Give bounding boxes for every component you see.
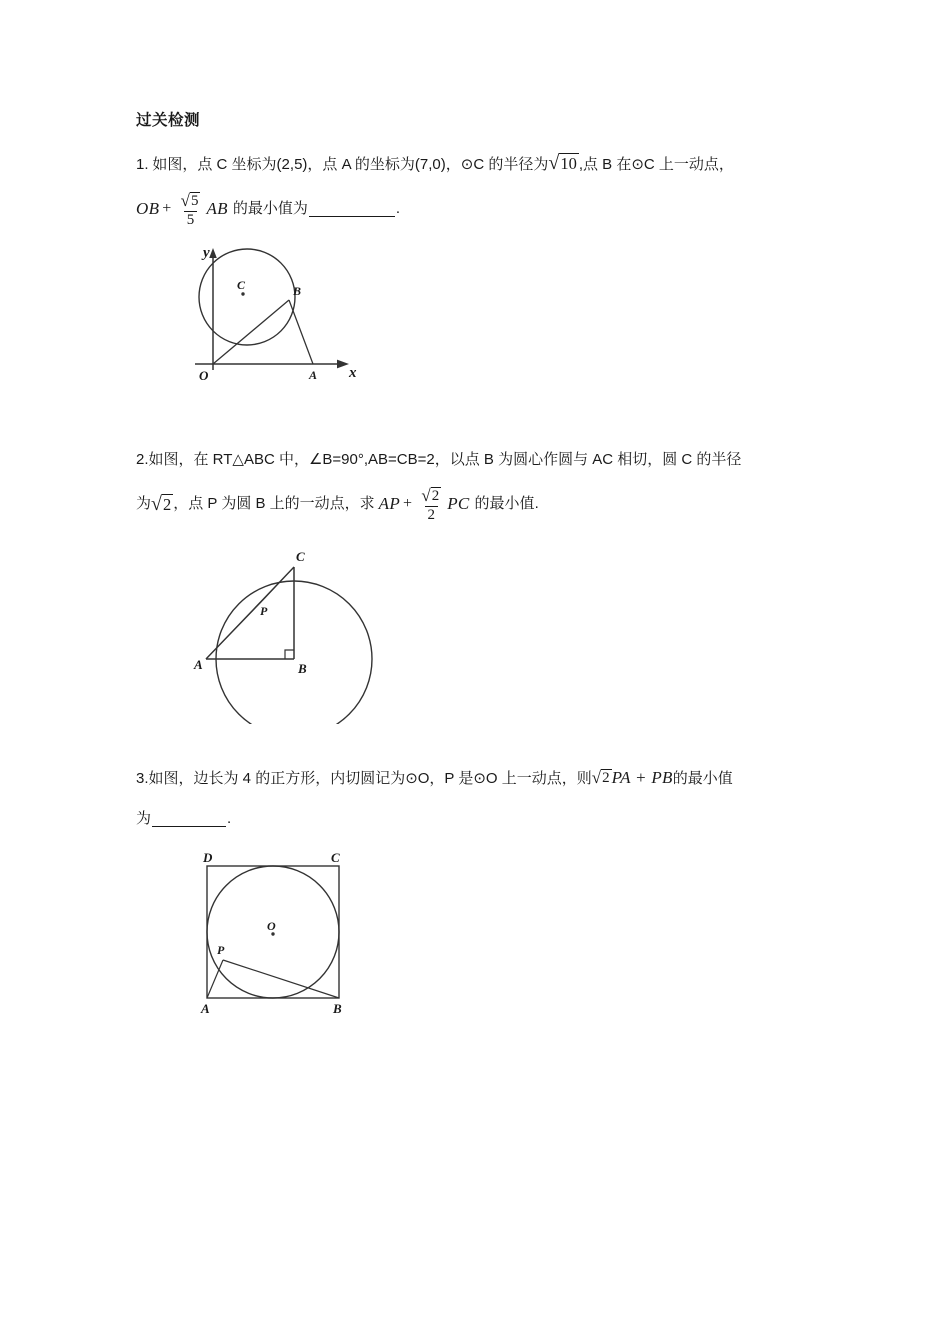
segment-pc	[262, 567, 294, 601]
problem-3-text-b: 的最小值	[672, 769, 733, 787]
segment-ab	[289, 300, 313, 364]
figure-2	[186, 539, 836, 724]
fig3-point-b-label: B	[333, 1000, 342, 1016]
fig3-point-c-label: C	[331, 849, 340, 865]
expr2-plus: +	[403, 495, 413, 513]
segment-pa	[207, 960, 223, 998]
x-axis-arrow	[337, 359, 349, 368]
problem-1-expression	[136, 191, 836, 228]
problem-3-answer-line	[136, 805, 836, 834]
sqrt-2-radius	[151, 494, 173, 514]
center-point-c	[241, 292, 244, 295]
radical-sign-icon: √	[591, 767, 602, 787]
problem-3-statement	[136, 764, 836, 792]
radical-sign-icon: √	[180, 191, 190, 211]
problem-2-number: 2.	[136, 450, 149, 468]
fig3-point-p-label: P	[217, 942, 225, 957]
problem-2-text: 如图，在 RT△ABC 中，∠B=90°,AB=CB=2，以点 B 为圆心作圆与 AC 相切，圆 C 的半径	[148, 450, 742, 468]
problem-2-tail: 的最小值	[474, 495, 535, 513]
problem-2	[136, 447, 836, 724]
coordinate-circle-diagram	[191, 242, 361, 387]
sqrt-10	[548, 153, 578, 173]
problem-3-text-a: 如图，边长为 4 的正方形，内切圆记为⊙O，P 是⊙O 上一动点，则	[148, 769, 592, 787]
expr1-denominator: 5	[184, 211, 198, 229]
problem-1-text-a: 如图，点 C 坐标为(2,5)，点 A 的坐标为(7,0)，⊙C 的半径为	[152, 156, 549, 173]
answer-blank-3[interactable]	[152, 812, 226, 827]
fig1-x-label: x	[349, 364, 357, 381]
right-triangle-circle-diagram	[186, 539, 396, 724]
expr2-term2: PC	[447, 494, 470, 514]
fig2-point-b-label: B	[298, 660, 307, 676]
problem-1-tail: 的最小值为	[232, 200, 308, 218]
expr2-fraction	[418, 487, 444, 524]
right-angle-mark	[285, 650, 294, 659]
fig2-point-a-label: A	[194, 656, 203, 672]
problem-1-number: 1.	[136, 156, 149, 173]
expr1-term1: OB	[136, 199, 160, 219]
expr1-fraction	[178, 192, 204, 229]
expr2-term1: AP	[378, 494, 401, 514]
problem-3	[136, 764, 836, 1018]
expr3-inline: PA + PB	[611, 767, 673, 787]
figure-1	[191, 242, 836, 387]
problem-1-statement	[136, 152, 836, 177]
fig3-center-label: O	[267, 918, 276, 933]
problem-1-text-b: ,点 B 在⊙C 上一动点，	[578, 156, 734, 173]
problem-1	[136, 152, 836, 387]
expr2-numerator	[418, 487, 444, 506]
radicand-10: 10	[560, 154, 577, 173]
fig1-center-label: C	[237, 277, 246, 292]
problem-1-period: .	[395, 200, 400, 218]
radicand-5: 5	[190, 193, 199, 210]
problem-3-period: .	[227, 810, 232, 828]
answer-blank-1[interactable]	[309, 202, 395, 217]
expr1-numerator	[178, 192, 204, 211]
expr2-denominator: 2	[425, 506, 439, 524]
expr1-term2: AB	[206, 199, 228, 219]
fig2-point-c-label: C	[296, 548, 305, 564]
problem-2-line2-prefix: 为	[136, 495, 152, 513]
radicand-2-p3: 2	[602, 769, 610, 786]
radicand-2-frac: 2	[431, 488, 440, 505]
sqrt-2-p3	[592, 769, 612, 787]
fig3-point-a-label: A	[201, 1000, 210, 1016]
segment-ob	[213, 300, 289, 364]
fig1-point-b-label: B	[293, 283, 302, 298]
fig1-point-a-label: A	[309, 367, 318, 382]
document-content	[136, 108, 836, 1018]
sqrt-2-frac	[421, 487, 441, 505]
square-incircle-diagram	[191, 848, 366, 1018]
problem-2-expression-line	[136, 486, 836, 523]
fig2-point-p-label: P	[260, 603, 268, 618]
radical-sign-icon: √	[151, 493, 162, 516]
radical-sign-icon: √	[548, 152, 560, 174]
fig3-point-d-label: D	[203, 849, 213, 865]
problem-2-statement	[136, 447, 836, 472]
figure-3	[191, 848, 836, 1018]
radical-sign-icon: √	[421, 486, 431, 506]
y-axis-arrow	[209, 248, 217, 258]
expr1-plus: +	[162, 200, 172, 218]
sqrt-5	[181, 192, 201, 210]
radicand-2: 2	[163, 495, 172, 515]
problem-3-number: 3.	[136, 769, 149, 787]
fig1-y-label: y	[203, 244, 210, 261]
problem-2-line2-mid: ，点 P 为圆 B 上的一动点，求	[173, 495, 375, 513]
problem-2-period: .	[534, 495, 539, 513]
problem-3-line2-prefix: 为	[136, 810, 152, 828]
segment-pb	[223, 960, 339, 998]
page-title: 过关检测	[136, 112, 201, 129]
fig1-origin-label: O	[199, 367, 209, 383]
